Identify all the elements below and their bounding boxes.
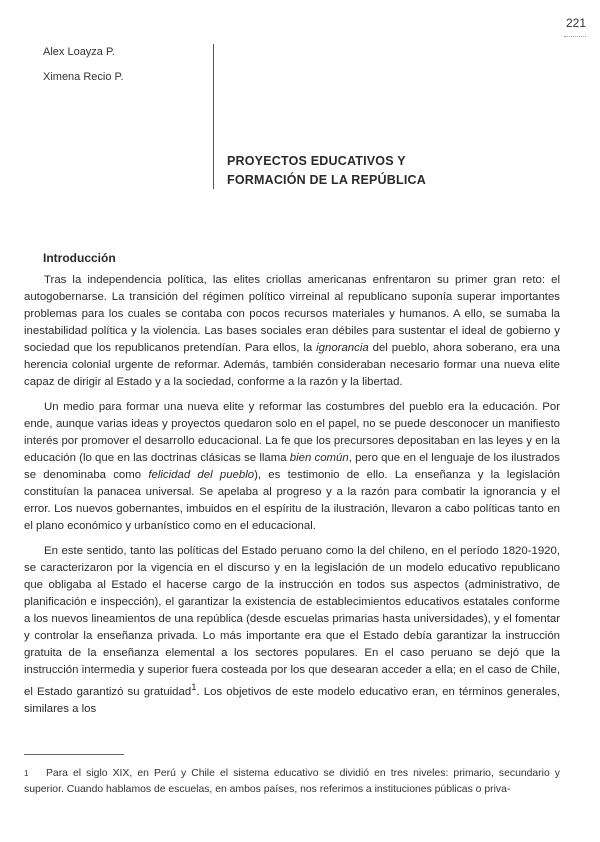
body-text xyxy=(24,272,560,726)
paragraph-2-text-b: , pero que en el lenguaje de los ilustrados se denominaba como xyxy=(24,452,561,481)
paragraph-2-italic-1: bien común xyxy=(289,452,349,464)
footnote-text: Para el siglo XIX, en Perú y Chile el sistema educativo se dividió en tres niveles: primario, secundario y superior. Cuando hablamos de escuelas, en ambos países, nos referimos a instituciones públicas o priva- xyxy=(24,768,560,795)
chapter-title xyxy=(227,152,426,190)
paragraph-3 xyxy=(24,543,560,718)
paragraph-2 xyxy=(24,399,560,535)
page-number-rule xyxy=(564,36,586,37)
chapter-title-line-2: FORMACIÓN DE LA REPÚBLICA xyxy=(227,173,426,187)
author-2: Ximena Recio P. xyxy=(43,71,124,83)
paragraph-3-text-b: . Los objetivos de este modelo educativo eran, en términos generales, similares a los xyxy=(24,685,560,715)
paragraph-3-text-a: En este sentido, tanto las políticas del Estado peruano como la del chileno, en el período 1820-1920, se caracterizaron por la vigencia en el discurso y en la legislación de un modelo educativo republicano que obligaba al Estado el hacerse cargo de la instrucción en todos sus aspectos (administrativo, de planificación e inspección), el garantizar la existencia de establecimientos educativos estatales conforme a los nuevos lineamientos de una república (desde escuelas primarias hasta universidades), y el fomentar y controlar la enseñanza privada. Lo más importante era que el Estado debía garantizar la instrucción gratuita de la enseñanza elemental a los sectores populares. En el caso peruano se dejó que la instrucción intermedia y superior fuera costeada por los que desearan acceder a ella; en el caso de Chile, el Estado garantizó su gratuidad xyxy=(24,545,560,698)
paragraph-1 xyxy=(24,272,560,391)
paragraph-2-text-a: Un medio para formar una nueva elite y reformar las costumbres del pueblo era la educación. Por ende, aunque varias ideas y proyectos quedaron solo en el papel, no se puede desconocer un manifiesto interés por promover el desarrollo educacional. La fe que los precursores depositaban en las leyes y en la educación (lo que en las doctrinas clásicas se llama xyxy=(24,401,560,464)
paragraph-2-italic-2: felicidad del pueblo xyxy=(148,469,255,481)
paragraph-1-italic: ignorancia xyxy=(316,342,369,354)
footnote-reference[interactable]: 1 xyxy=(191,682,197,693)
section-heading: Introducción xyxy=(43,251,116,265)
authors xyxy=(43,40,124,90)
footnote-separator xyxy=(24,754,124,755)
title-divider xyxy=(213,44,214,189)
footnote-mark: 1 xyxy=(24,769,29,778)
chapter-title-line-1: PROYECTOS EDUCATIVOS Y xyxy=(227,154,406,168)
footnote xyxy=(24,766,560,798)
paragraph-2-text-c: ), es testimonio de ello. La enseñanza y la legislación constituían la panacea universal. Se apelaba al progreso y a la razón para combatir la ignorancia y el error. Los nuevos gobernantes, imbuidos en el espíritu de la ilustración, llevaron a cabo políticas tanto en el plano económico y urbanístico como en el educacional. xyxy=(24,469,560,532)
author-1: Alex Loayza P. xyxy=(43,46,115,58)
paragraph-1-text: Tras la independencia política, las elites criollas americanas enfrentaron su primer gran reto: el autogobernarse. La transición del régimen político virreinal al republicano suponía superar importantes problemas para los cuales se contaba con pocos recursos materiales y humanos. A ello, se sumaba la inestabilidad política y la violencia. Las bases sociales eran débiles para sustentar el ideal de gobierno y sociedad que los republicanos pretendían. Para ellos, la xyxy=(24,274,560,354)
page-number: 221 xyxy=(565,16,586,30)
paragraph-1-text-end: del pueblo, ahora soberano, era una herencia colonial urgente de reformar. Además, también consideraban necesario formar una nueva elite capaz de dirigir al Estado y a la sociedad, conforme a la razón y la libertad. xyxy=(24,342,560,388)
